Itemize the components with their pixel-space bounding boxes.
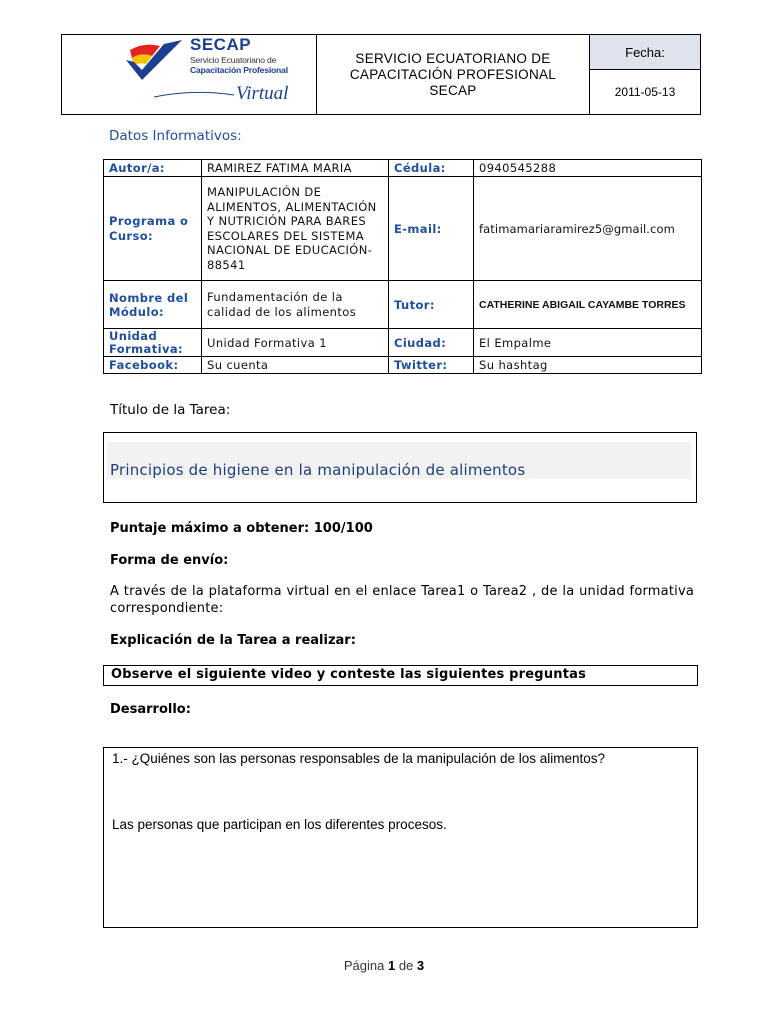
datos-heading: Datos Informativos: xyxy=(109,128,242,144)
logo-swoosh-icon xyxy=(154,91,234,99)
autor-value: RAMIREZ FATIMA MARIA xyxy=(202,160,389,177)
puntaje-heading: Puntaje máximo a obtener: 100/100 xyxy=(110,521,373,536)
page-footer xyxy=(0,958,768,973)
tutor-label: Tutor: xyxy=(389,281,474,329)
table-row xyxy=(104,329,702,357)
facebook-value: Su cuenta xyxy=(202,357,389,374)
logo-virtual: Virtual xyxy=(236,83,289,104)
task-title-box xyxy=(103,432,697,503)
autor-label: Autor/a: xyxy=(104,160,202,177)
programa-value: MANIPULACIÓN DE ALIMENTOS, ALIMENTACIÓN Y NUTRICIÓN PARA BARES ESCOLARES DEL SISTEMA NACIONAL DE EDUCACIÓN-88541 xyxy=(202,177,389,281)
table-row xyxy=(104,177,702,281)
titulo-heading: Título de la Tarea: xyxy=(110,402,231,418)
development-box xyxy=(103,747,698,928)
table-row xyxy=(104,357,702,374)
footer-total-pages: 3 xyxy=(416,958,425,973)
logo-brand: SECAP xyxy=(190,35,252,54)
cedula-label: Cédula: xyxy=(389,160,474,177)
email-label: E-mail: xyxy=(389,177,474,281)
question-1: 1.- ¿Quiénes son las personas responsables de la manipulación de los alimentos? xyxy=(112,751,606,766)
secap-logo-icon xyxy=(124,36,190,82)
header-title-line-3: SECAP xyxy=(429,82,477,98)
email-value: fatimamariaramirez5@gmail.com xyxy=(474,177,702,281)
cedula-value: 0940545288 xyxy=(474,160,702,177)
ciudad-value: El Empalme xyxy=(474,329,702,357)
logo-subtitle-2: Capacitación Profesional xyxy=(190,65,288,75)
task-title: Principios de higiene en la manipulación de alimentos xyxy=(110,461,526,479)
header-title-line-1: SERVICIO ECUATORIANO DE xyxy=(355,50,551,66)
desarrollo-heading: Desarrollo: xyxy=(110,702,191,717)
forma-text: A través de la plataforma virtual en el enlace Tarea1 o Tarea2 , de la unidad formativa correspondiente: xyxy=(110,584,694,616)
explicacion-heading: Explicación de la Tarea a realizar: xyxy=(110,633,356,648)
header-title-line-2: CAPACITACIÓN PROFESIONAL xyxy=(349,66,557,82)
table-row xyxy=(104,281,702,329)
unidad-value: Unidad Formativa 1 xyxy=(202,329,389,357)
ciudad-label: Ciudad: xyxy=(389,329,474,357)
twitter-value: Su hashtag xyxy=(474,357,702,374)
table-row xyxy=(104,160,702,177)
date-value: 2011-05-13 xyxy=(614,85,676,99)
document-header xyxy=(61,34,701,115)
answer-1: Las personas que participan en los diferentes procesos. xyxy=(112,817,447,832)
date-label: Fecha: xyxy=(590,35,700,70)
twitter-label: Twitter: xyxy=(389,357,474,374)
logo-subtitle-1: Servicio Ecuatoriano de xyxy=(190,55,277,65)
header-title xyxy=(317,35,590,114)
tutor-value: CATHERINE ABIGAIL CAYAMBE TORRES xyxy=(474,281,702,329)
footer-current-page: 1 xyxy=(387,958,396,973)
modulo-value: Fundamentación de la calidad de los alimentos xyxy=(202,281,389,329)
observe-instruction: Observe el siguiente video y conteste las siguientes preguntas xyxy=(103,665,698,686)
footer-pagina: Página xyxy=(343,958,385,973)
logo-cell xyxy=(62,35,317,114)
info-table xyxy=(103,159,702,374)
programa-label: Programa o Curso: xyxy=(104,177,202,281)
footer-de: de xyxy=(398,958,414,973)
modulo-label: Nombre del Módulo: xyxy=(104,281,202,329)
facebook-label: Facebook: xyxy=(104,357,202,374)
unidad-label: Unidad Formativa: xyxy=(104,329,202,357)
forma-heading: Forma de envío: xyxy=(110,553,229,568)
